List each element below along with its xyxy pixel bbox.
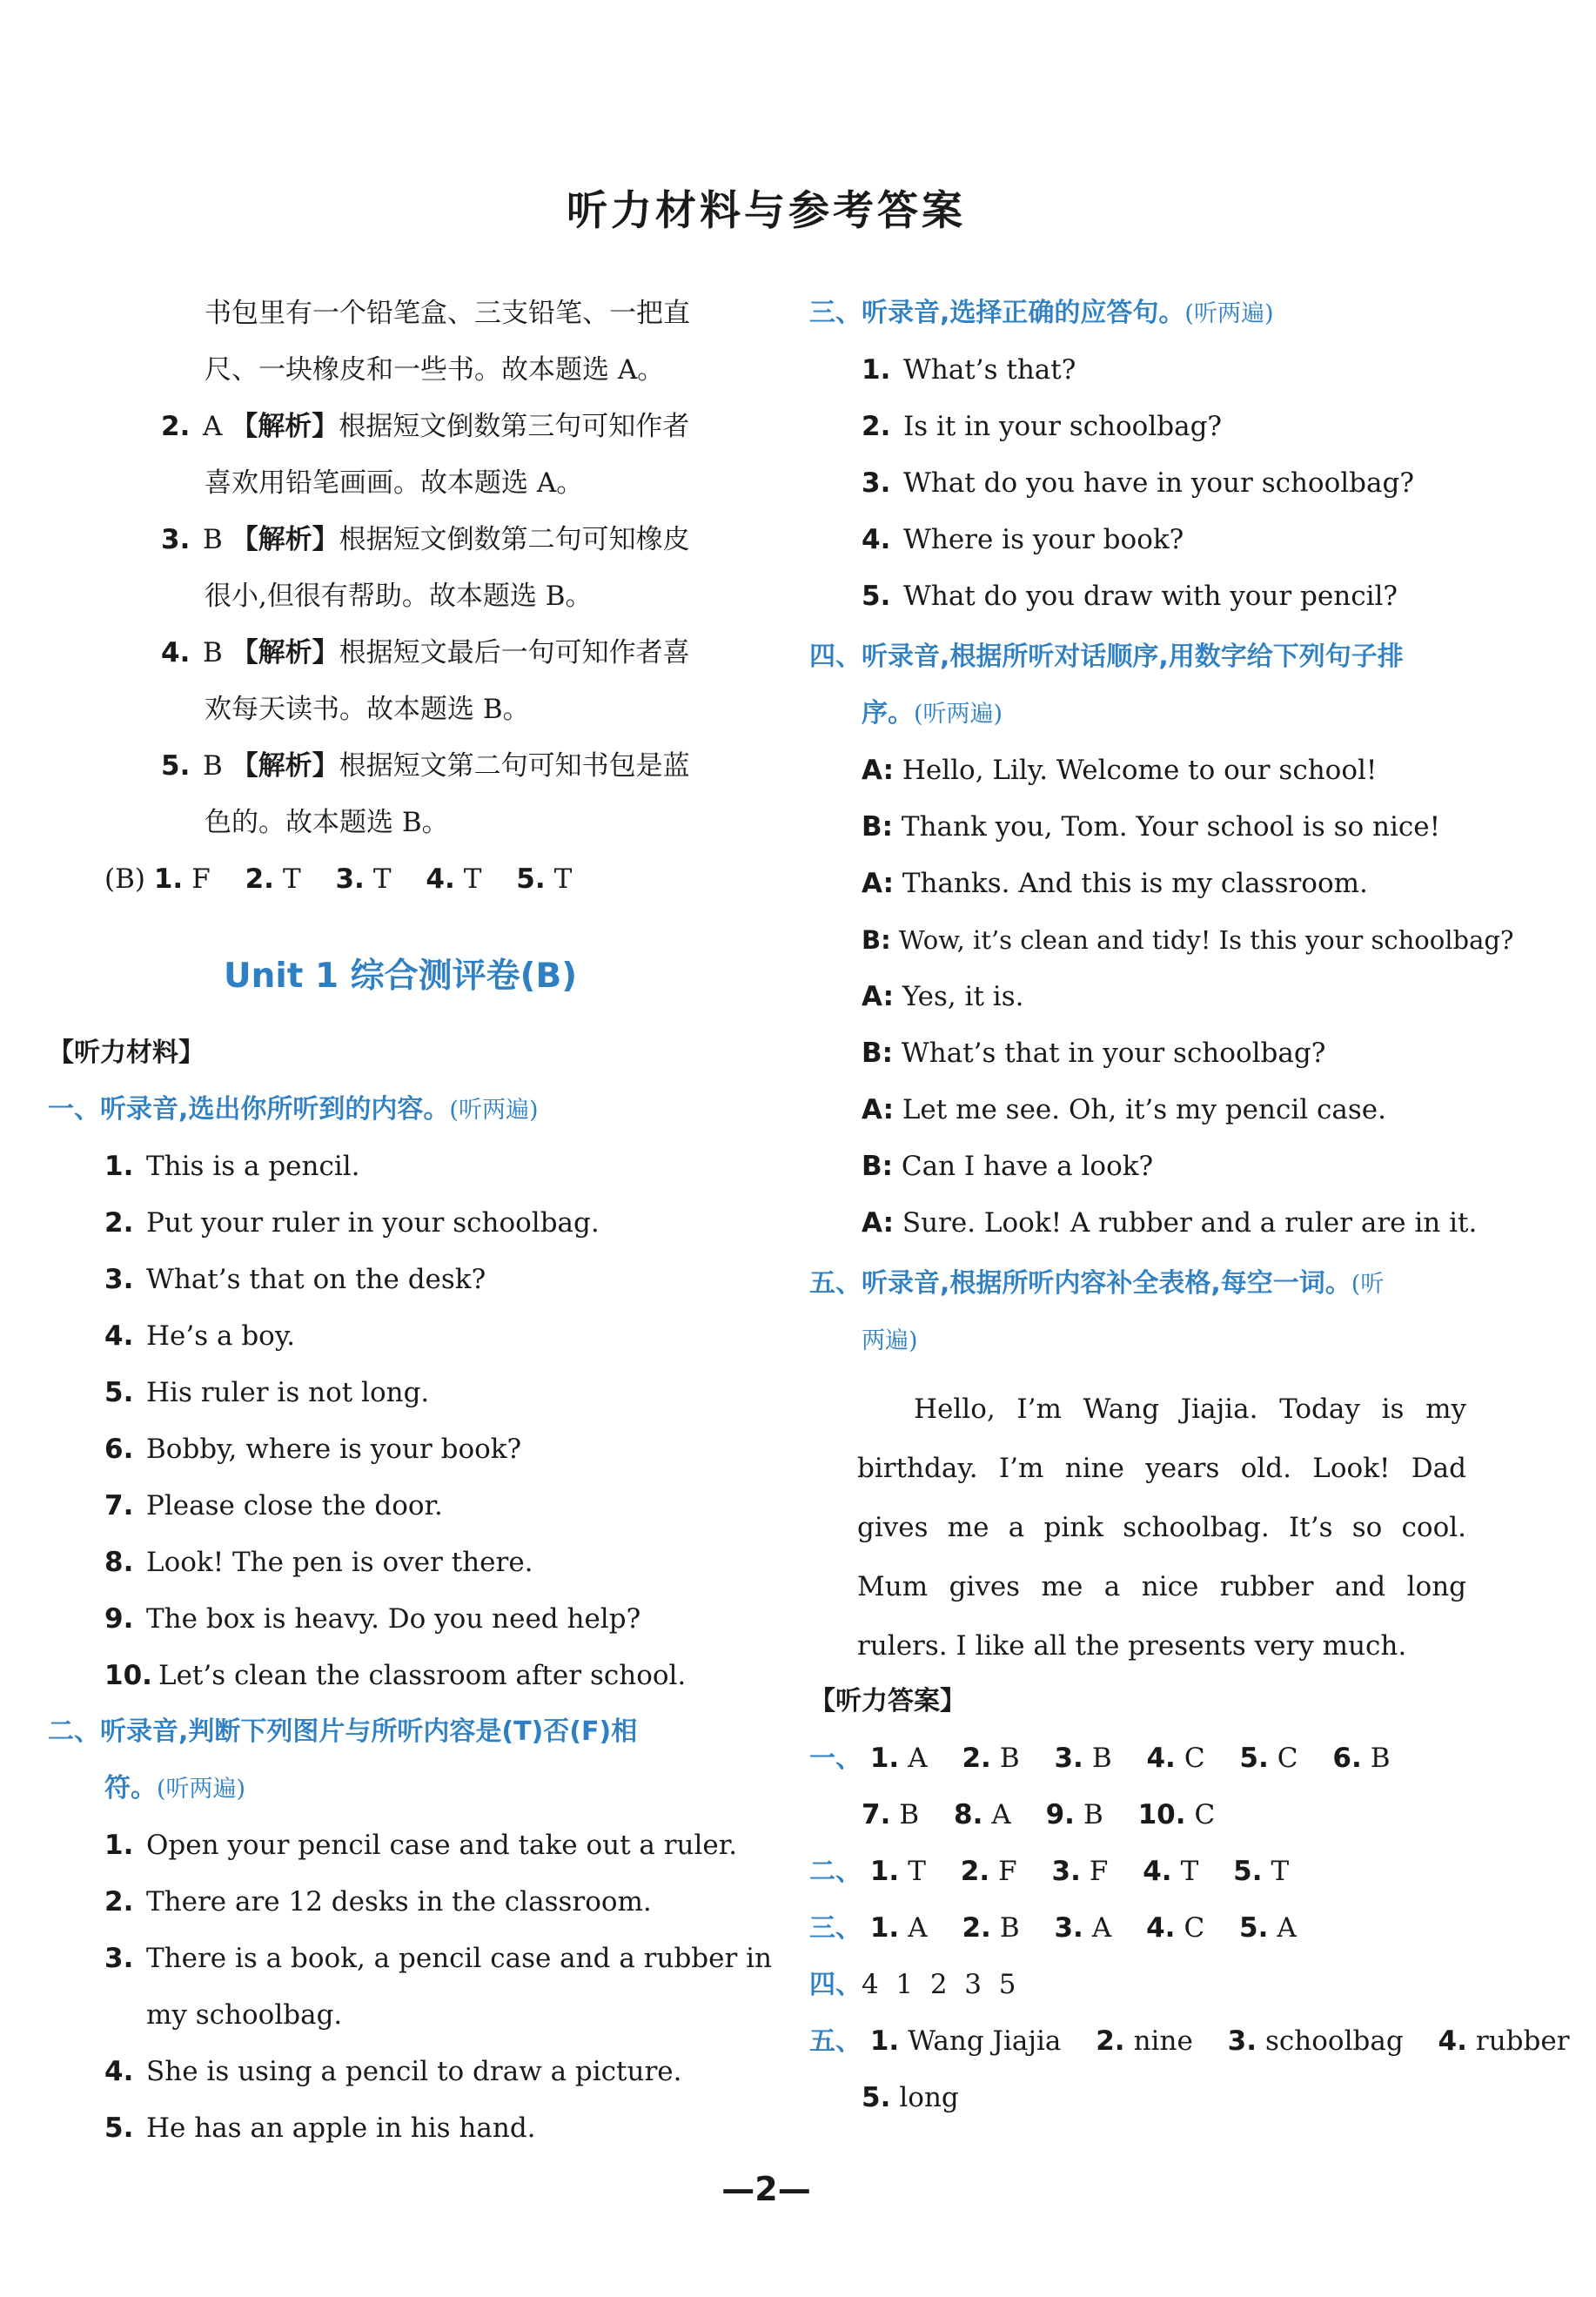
section1-item: 7. Please close the door. <box>104 1490 443 1521</box>
q5-explanation-line2: 色的。故本题选 B。 <box>205 807 449 838</box>
section1-item: 2. Put your ruler in your schoolbag. <box>104 1207 600 1239</box>
q4-explanation: 4. B 【解析】根据短文最后一句可知作者喜 <box>161 637 690 668</box>
section3-item: 5. What do you draw with your pencil? <box>862 581 1398 612</box>
page-number: —2— <box>721 2170 811 2208</box>
section2-item: 1. Open your pencil case and take out a ruler. <box>104 1830 738 1861</box>
answers-section1: 一、 1. A 2. B 3. B 4. C 5. C 6. B <box>809 1743 1391 1774</box>
section5-passage: Hello, I’m Wang Jiajia. Today is my birthday. I’m nine years old. Look! Dad gives me a pink schoolbag. It’s so cool. Mum gives me a nice rubber and long rulers. I like all the presents very much. <box>857 1394 1466 1662</box>
section1-title: 一、听录音,选出你所听到的内容。(听两遍) <box>48 1094 539 1125</box>
section3-item: 2. Is it in your schoolbag? <box>862 411 1223 442</box>
section1-item: 10. Let’s clean the classroom after school. <box>104 1660 687 1691</box>
section2-item: 2. There are 12 desks in the classroom. <box>104 1886 652 1918</box>
q2-explanation: 2. A 【解析】根据短文倒数第三句可知作者 <box>161 411 690 442</box>
dialog-line: B: Thank you, Tom. Your school is so nice! <box>862 811 1441 843</box>
q1-explanation-line2: 尺、一块橡皮和一些书。故本题选 A。 <box>205 354 665 386</box>
q3-explanation-line2: 很小,但很有帮助。故本题选 B。 <box>205 581 593 612</box>
section5-title: 五、听录音,根据所听内容补全表格,每空一词。(听 <box>809 1268 1385 1299</box>
dialog-line: B: What’s that in your schoolbag? <box>862 1038 1326 1069</box>
q5-explanation: 5. B 【解析】根据短文第二句可知书包是蓝 <box>161 750 690 782</box>
answer-heading: 【听力答案】 <box>809 1686 966 1716</box>
section1-item: 4. He’s a boy. <box>104 1320 296 1352</box>
answers-section4: 四、4 1 2 3 5 <box>809 1969 1016 2000</box>
listening-heading: 【听力材料】 <box>48 1038 205 1068</box>
section2-item: 5. He has an apple in his hand. <box>104 2112 536 2144</box>
dialog-line: A: Hello, Lily. Welcome to our school! <box>862 755 1378 786</box>
answers-section1-row2: 7. B 8. A 9. B 10. C <box>862 1799 1216 1830</box>
section3-title: 三、听录音,选择正确的应答句。(听两遍) <box>809 298 1274 328</box>
section4-title: 四、听录音,根据所听对话顺序,用数字给下列句子排 <box>809 641 1404 672</box>
dialog-line: A: Yes, it is. <box>862 981 1024 1012</box>
answers-section2: 二、 1. T 2. F 3. F 4. T 5. T <box>809 1856 1290 1887</box>
section3-item: 1. What’s that? <box>862 354 1076 386</box>
section1-item: 5. His ruler is not long. <box>104 1377 430 1408</box>
section4-title-cont: 序。(听两遍) <box>862 698 1003 729</box>
section5-title-cont: 两遍) <box>862 1327 918 1354</box>
section3-item: 3. What do you have in your schoolbag? <box>862 467 1414 499</box>
section2-title-cont: 符。(听两遍) <box>104 1773 246 1803</box>
part-b-answers: (B) 1. F 2. T 3. T 4. T 5. T <box>104 863 573 895</box>
section2-item: 3. There is a book, a pencil case and a rubber in <box>104 1943 773 1974</box>
dialog-line: A: Thanks. And this is my classroom. <box>862 868 1368 899</box>
section2-item: my schoolbag. <box>146 1999 343 2031</box>
answers-section3: 三、 1. A 2. B 3. A 4. C 5. A <box>809 1912 1297 1944</box>
section3-item: 4. Where is your book? <box>862 524 1184 555</box>
dialog-line: B: Wow, it’s clean and tidy! Is this your schoolbag? <box>862 925 1514 955</box>
q3-explanation: 3. B 【解析】根据短文倒数第二句可知橡皮 <box>161 524 690 555</box>
page-title: 听力材料与参考答案 <box>567 187 966 235</box>
dialog-line: A: Let me see. Oh, it’s my pencil case. <box>862 1094 1386 1125</box>
q4-explanation-line2: 欢每天读书。故本题选 B。 <box>205 694 530 725</box>
answers-section5: 五、 1. Wang Jiajia 2. nine 3. schoolbag 4. rubber <box>809 2025 1570 2057</box>
dialog-line: B: Can I have a look? <box>862 1151 1154 1182</box>
section2-title: 二、听录音,判断下列图片与所听内容是(T)否(F)相 <box>48 1716 638 1747</box>
section2-item: 4. She is using a pencil to draw a picture. <box>104 2056 682 2087</box>
q2-explanation-line2: 喜欢用铅笔画画。故本题选 A。 <box>205 467 584 499</box>
answers-section5-row2: 5. long <box>862 2082 959 2113</box>
section1-item: 6. Bobby, where is your book? <box>104 1434 522 1465</box>
section1-item: 3. What’s that on the desk? <box>104 1264 486 1295</box>
dialog-line: A: Sure. Look! A rubber and a ruler are in it. <box>862 1207 1478 1239</box>
section1-item: 8. Look! The pen is over there. <box>104 1547 533 1578</box>
section1-item: 1. This is a pencil. <box>104 1151 360 1182</box>
section1-item: 9. The box is heavy. Do you need help? <box>104 1603 641 1635</box>
q1-explanation-line1: 书包里有一个铅笔盒、三支铅笔、一把直 <box>205 298 690 329</box>
unit-title: Unit 1 综合测评卷(B) <box>223 957 578 996</box>
